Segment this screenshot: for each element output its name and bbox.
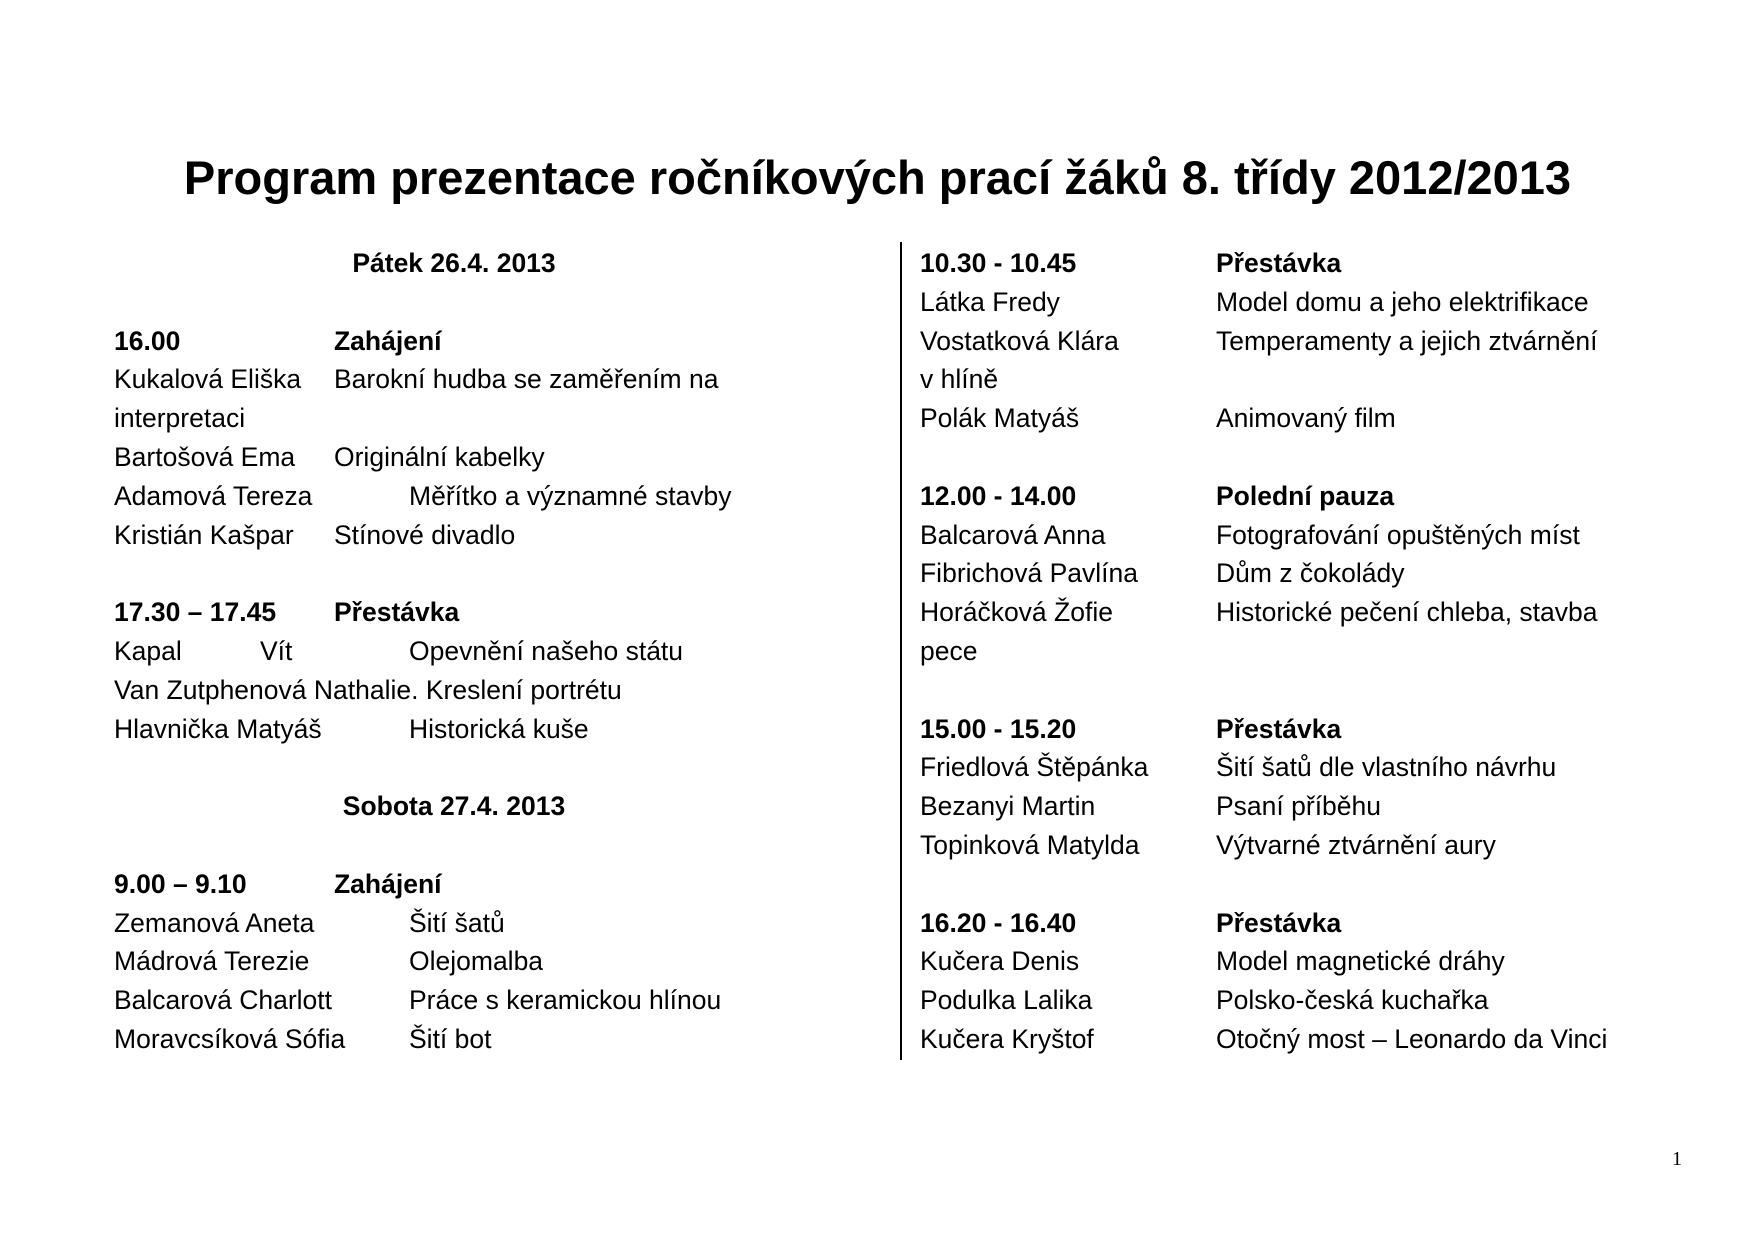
student-name: Vostatková Klára [920, 325, 1119, 356]
student-name-and-topic: Van Zutphenová Nathalie. Kreslení portrétu [114, 674, 622, 705]
student-name: Kristián Kašpar [114, 519, 294, 550]
right-column [920, 244, 1720, 1059]
section-label: Přestávka [1216, 713, 1342, 744]
schedule-row [114, 438, 874, 477]
student-name: Balcarová Anna [920, 519, 1106, 550]
project-topic: Model domu a jeho elektrifikace [1216, 286, 1589, 317]
section-time: 16.00 [114, 325, 181, 356]
blank-line [114, 554, 874, 593]
project-topic-continuation: v hlíně [920, 364, 999, 395]
section-header [920, 710, 1720, 749]
page-number: 1 [1672, 1148, 1682, 1170]
project-topic: Měřítko a významné stavby [409, 480, 732, 511]
blank-line [114, 748, 874, 787]
schedule-row [920, 787, 1720, 826]
column-divider [900, 242, 902, 1060]
schedule-row [920, 516, 1720, 555]
student-name: Zemanová Aneta [114, 907, 315, 938]
student-name: Hlavnička Matyáš [114, 713, 322, 744]
project-topic: Psaní příběhu [1216, 791, 1382, 822]
section-label: Polední pauza [1216, 480, 1395, 511]
schedule-row [114, 981, 874, 1020]
schedule-row-continuation [920, 632, 1720, 671]
section-time: 17.30 – 17.45 [114, 597, 277, 628]
section-time: 10.30 - 10.45 [920, 248, 1077, 278]
project-topic: Polsko-česká kuchařka [1216, 985, 1489, 1016]
student-name: Kučera Kryštof [920, 1023, 1094, 1054]
student-name: Moravcsíková Sófia [114, 1023, 346, 1054]
student-surname: Kapal [114, 635, 182, 666]
project-topic: Opevnění našeho státu [409, 635, 684, 666]
schedule-row [114, 710, 874, 749]
schedule-row [920, 322, 1720, 361]
project-topic: Práce s keramickou hlínou [409, 985, 722, 1016]
project-topic: Historické pečení chleba, stavba [1216, 597, 1598, 628]
left-column [114, 244, 874, 1059]
section-label: Přestávka [1216, 907, 1342, 938]
project-topic: Otočný most – Leonardo da Vinci [1216, 1023, 1608, 1054]
schedule-row [114, 1020, 874, 1059]
schedule-row [920, 593, 1720, 632]
schedule-row [114, 942, 874, 981]
project-topic: Výtvarné ztvárnění aury [1216, 829, 1496, 860]
student-name: Topinková Matylda [920, 829, 1140, 860]
project-topic: Animovaný film [1216, 403, 1396, 434]
student-name: Balcarová Charlott [114, 985, 332, 1016]
section-time: 12.00 - 14.00 [920, 480, 1077, 511]
section-header [114, 593, 874, 632]
section-label: Přestávka [1216, 248, 1342, 278]
schedule-row [114, 360, 874, 399]
page-title: Program prezentace ročníkových prací žáků 8. třídy 2012/2013 [183, 151, 1572, 204]
student-name: Kučera Denis [920, 946, 1080, 977]
section-label: Zahájení [334, 325, 442, 356]
student-name: Kukalová Eliška [114, 364, 302, 395]
student-name: Látka Fredy [920, 286, 1060, 317]
student-name: Fibrichová Pavlína [920, 558, 1138, 589]
schedule-row [920, 1020, 1720, 1059]
student-name: Adamová Tereza [114, 480, 313, 511]
project-topic: Stínové divadlo [334, 519, 516, 550]
schedule-row [920, 283, 1720, 322]
student-name: Bezanyi Martin [920, 791, 1096, 822]
schedule-row [920, 554, 1720, 593]
student-name: Friedlová Štěpánka [920, 752, 1149, 783]
section-header [920, 904, 1720, 943]
schedule-row [920, 942, 1720, 981]
section-time: 9.00 – 9.10 [114, 868, 247, 899]
project-topic: Temperamenty a jejich ztvárnění [1216, 325, 1598, 356]
section-time: 15.00 - 15.20 [920, 713, 1077, 744]
section-label: Přestávka [334, 597, 460, 628]
schedule-row [114, 516, 874, 555]
schedule-row [114, 671, 874, 710]
schedule-row [920, 748, 1720, 787]
schedule-row-continuation [114, 399, 874, 438]
project-topic-continuation: pece [920, 635, 978, 666]
blank-line [920, 865, 1720, 904]
schedule-row [114, 477, 874, 516]
project-topic: Šití šatů [409, 907, 505, 938]
schedule-row-continuation [920, 360, 1720, 399]
project-topic-continuation: interpretaci [114, 403, 246, 434]
section-header [114, 865, 874, 904]
student-name: Mádrová Terezie [114, 946, 310, 977]
student-name: Polák Matyáš [920, 403, 1080, 434]
project-topic: Olejomalba [409, 946, 544, 977]
schedule-row [114, 632, 874, 671]
section-label: Zahájení [334, 868, 442, 899]
blank-line [114, 826, 874, 865]
blank-line [920, 438, 1720, 477]
section-header [114, 322, 874, 361]
project-topic: Model magnetické dráhy [1216, 946, 1505, 977]
schedule-row [920, 826, 1720, 865]
project-topic: Šití bot [409, 1023, 492, 1054]
blank-line [114, 283, 874, 322]
blank-line [920, 671, 1720, 710]
project-topic: Originální kabelky [334, 441, 545, 472]
project-topic: Historická kuše [409, 713, 589, 744]
student-name: Bartošová Ema [114, 441, 296, 472]
section-time: 16.20 - 16.40 [920, 907, 1077, 938]
project-topic: Dům z čokolády [1216, 558, 1405, 589]
section-header [920, 244, 1720, 283]
project-topic: Šití šatů dle vlastního návrhu [1216, 752, 1557, 783]
project-topic: Barokní hudba se zaměřením na [334, 364, 719, 395]
section-header [920, 477, 1720, 516]
project-topic: Fotografování opuštěných míst [1216, 519, 1580, 550]
schedule-row [114, 904, 874, 943]
day-heading-friday: Pátek 26.4. 2013 [352, 248, 556, 278]
schedule-row [920, 399, 1720, 438]
student-name: Horáčková Žofie [920, 597, 1113, 628]
schedule-row [920, 981, 1720, 1020]
student-firstname: Vít [260, 635, 293, 666]
day-heading-saturday: Sobota 27.4. 2013 [342, 791, 566, 822]
student-name: Podulka Lalika [920, 985, 1093, 1016]
